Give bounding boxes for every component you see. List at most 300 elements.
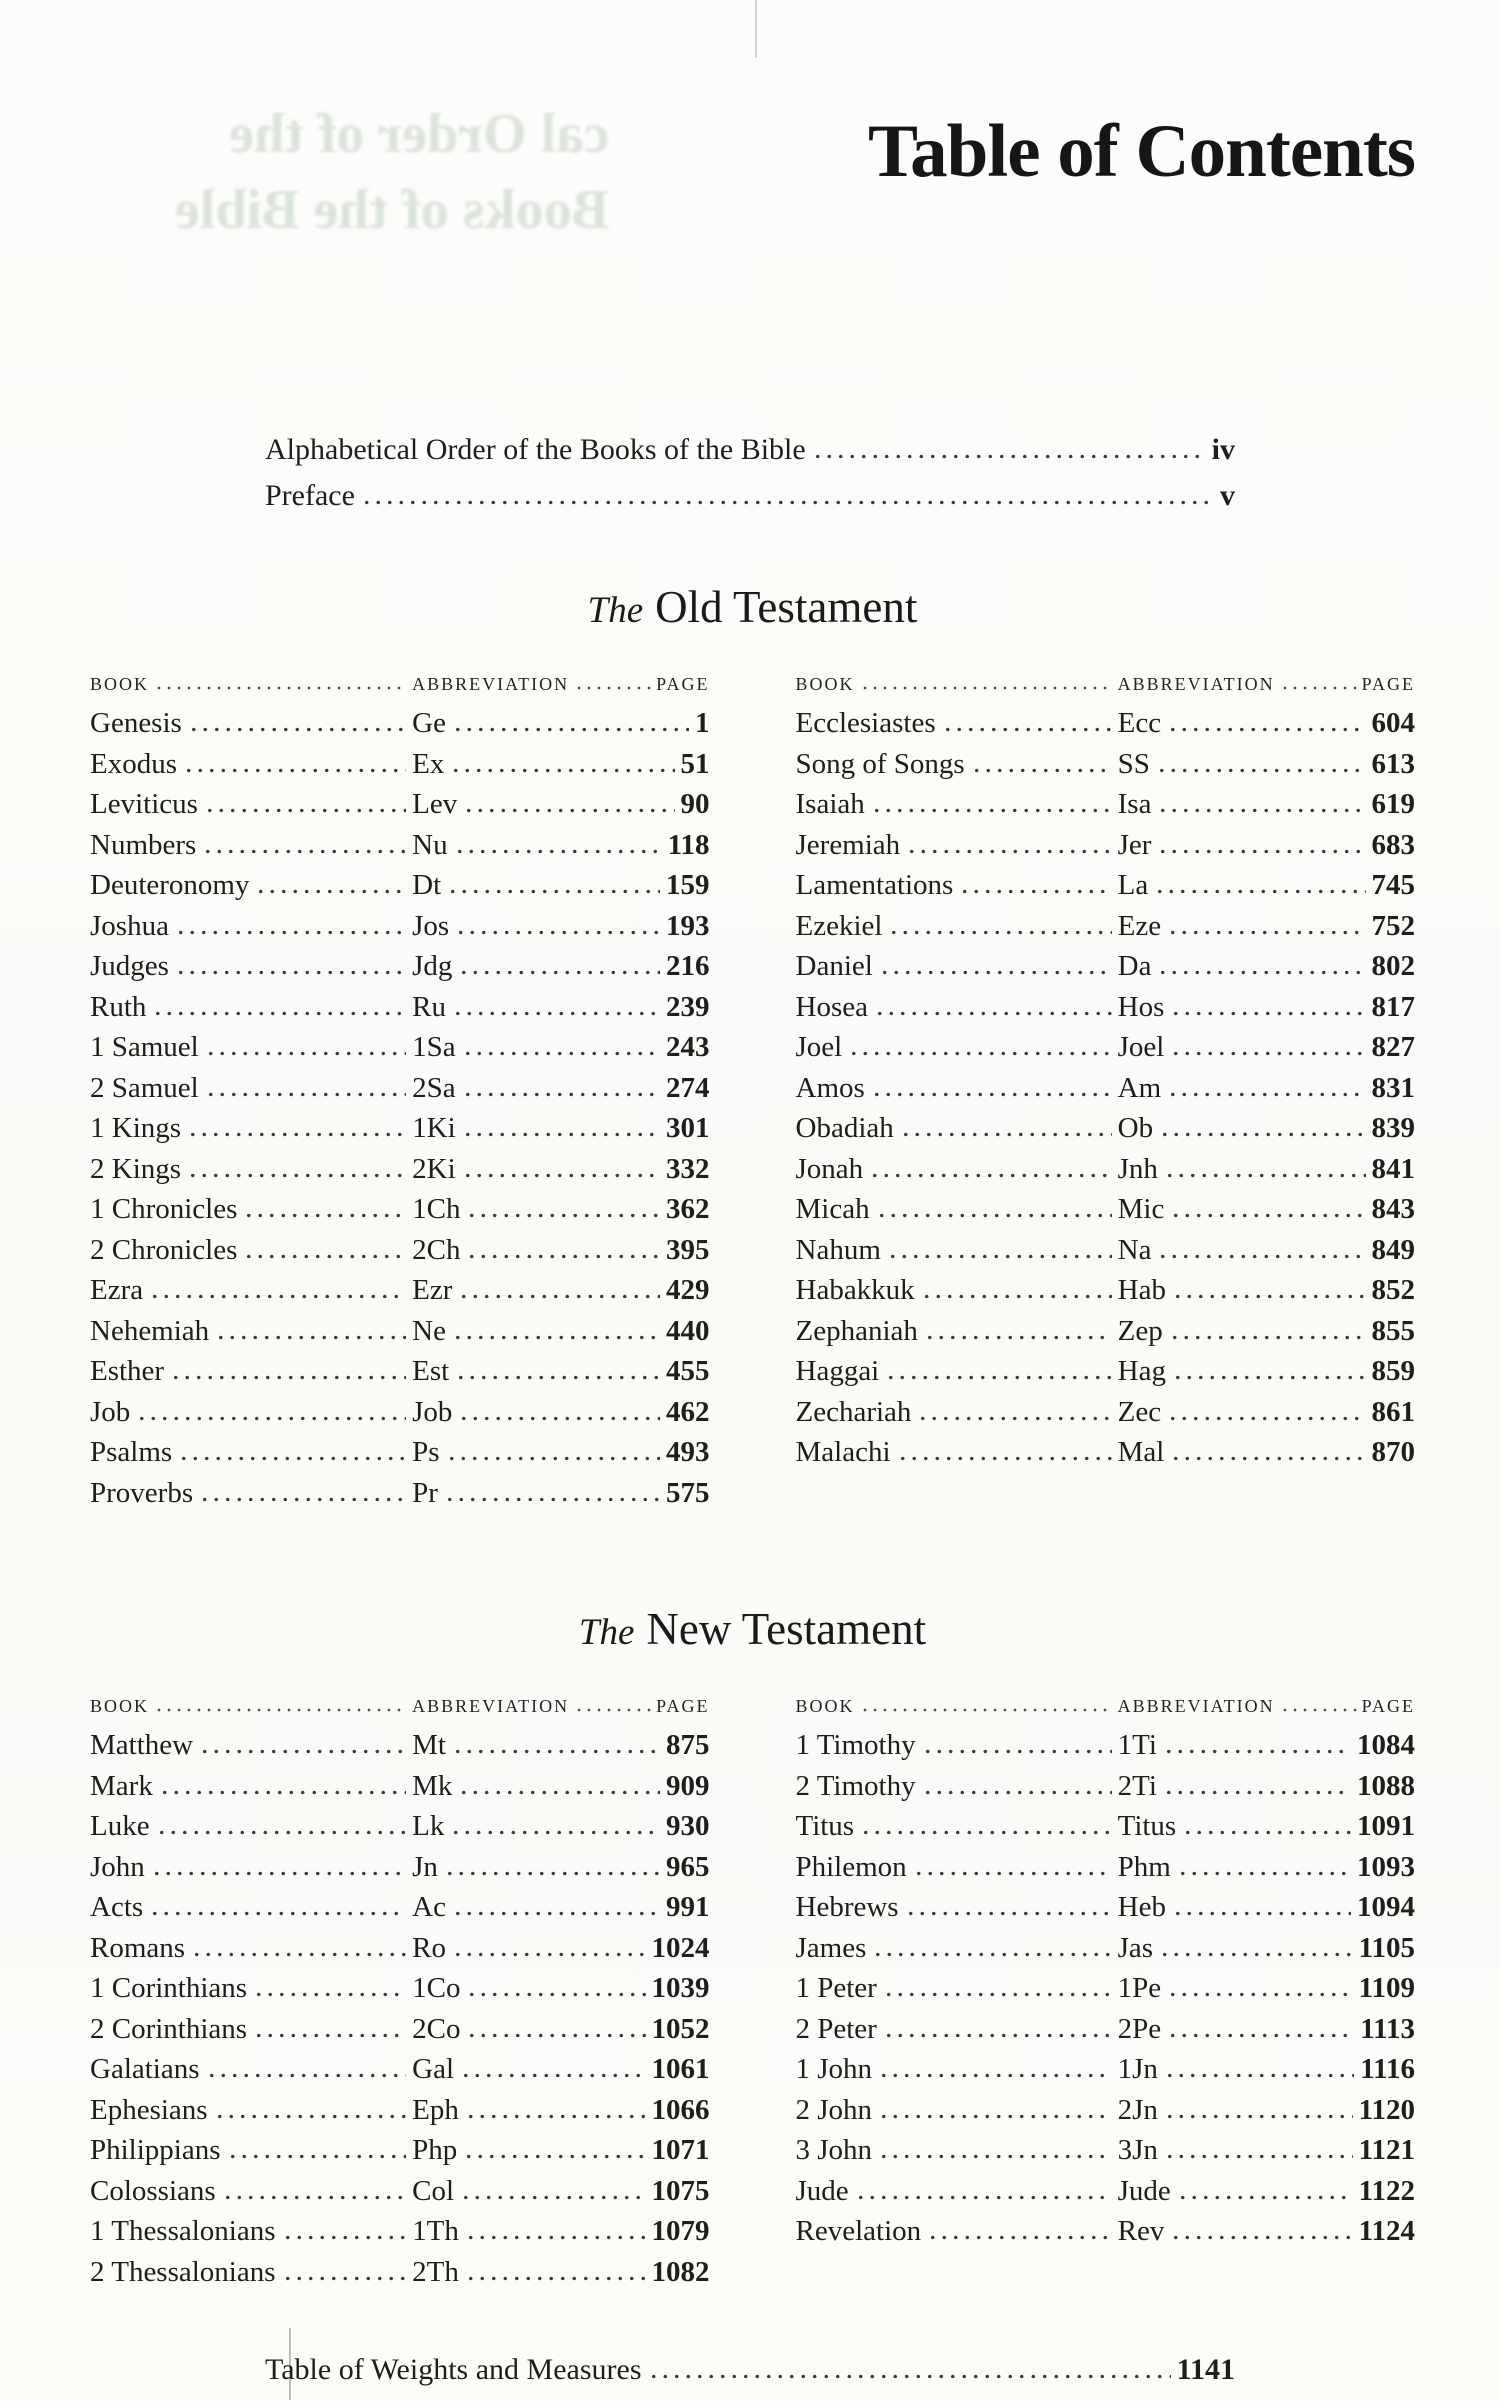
dot-leader [450,768,674,773]
dot-leader [860,1830,1112,1835]
toc-row [90,825,710,866]
book-abbreviation: La [1117,869,1149,901]
toc-row [90,1068,710,1109]
page-number: 90 [680,788,710,820]
book-abbreviation: 1Ch [412,1193,461,1225]
dot-leader [1154,889,1365,894]
dot-leader [878,2154,1112,2159]
dot-leader [1170,1011,1365,1016]
dot-leader [463,808,674,813]
book-name: 2 Samuel [90,1071,199,1104]
header-abbreviation: ABBREVIATION [1117,1696,1275,1716]
page-number: 831 [1371,1071,1415,1104]
dot-leader [574,686,651,690]
toc-row [796,1230,1416,1271]
dot-leader [462,1051,660,1056]
header-page: PAGE [656,1696,710,1716]
page-number: 909 [666,1769,710,1802]
book-abbreviation: 2Ki [412,1152,456,1185]
page-number: 965 [666,1850,710,1883]
book-abbreviation: Hab [1117,1274,1166,1306]
dot-leader [175,930,406,935]
page-number: 159 [666,869,710,901]
book-abbreviation: Am [1117,1071,1162,1104]
book-name: Hebrews [795,1891,899,1923]
book-abbreviation: Eph [412,2093,459,2126]
page-number: 817 [1371,990,1415,1023]
front-matter-label: Alphabetical Order of the Books of the Bible [265,433,806,466]
header-abbreviation: ABBREVIATION [412,674,570,694]
book-name: 1 Thessalonians [90,2215,276,2247]
dot-leader [452,1749,660,1754]
dot-leader [1164,1173,1366,1178]
toc-row [90,1847,710,1888]
book-name: 2 Corinthians [90,2012,248,2045]
dot-leader [187,1173,406,1178]
dot-leader [1170,1051,1365,1056]
book-name: Hosea [795,990,868,1023]
dot-leader [204,808,406,813]
book-abbreviation: 1Ki [412,1112,456,1144]
page-number: 216 [666,950,710,982]
dot-leader [921,1294,1112,1299]
book-name: Deuteronomy [90,869,250,901]
dot-leader [214,2114,407,2119]
dot-leader [1157,970,1365,975]
book-abbreviation: Isa [1117,788,1152,820]
page-number: 118 [667,828,710,861]
book-name: Joel [795,1031,843,1063]
dot-leader [648,2374,1171,2379]
book-abbreviation: Jnh [1117,1152,1158,1185]
page-number: 875 [666,1729,710,1761]
page-number: 575 [666,1476,710,1509]
toc-row [90,1392,710,1433]
front-matter-item [265,427,1235,473]
book-abbreviation: Ac [412,1891,446,1923]
page-number: 752 [1371,909,1415,942]
page-number: 1109 [1358,1972,1415,2004]
dot-leader [282,2276,407,2281]
book-abbreviation: Ecc [1117,707,1162,739]
dot-leader [922,1749,1112,1754]
book-name: Philemon [795,1850,907,1883]
page-number: 1105 [1358,1931,1415,1964]
toc-row-list [90,703,710,1513]
toc-column-right [796,1693,1416,2292]
page-number: 395 [666,1233,710,1266]
toc-row [90,1108,710,1149]
section-old-testament [90,579,1415,1513]
book-abbreviation: Jn [412,1850,438,1883]
section-heading-prefix: The [587,590,644,631]
dot-leader [905,1911,1112,1916]
dot-leader [1167,2033,1354,2038]
dot-leader [1163,1790,1351,1795]
section-heading [90,1601,1415,1665]
book-abbreviation: Gal [412,2053,454,2085]
toc-row [90,1887,710,1928]
book-abbreviation: Jos [412,909,450,942]
dot-leader [1164,2114,1353,2119]
dot-leader [1280,1708,1357,1712]
book-abbreviation: Mic [1117,1193,1165,1225]
section-heading-title: New Testament [646,1604,927,1654]
dot-leader [885,1375,1111,1380]
dot-leader [452,1911,660,1916]
book-abbreviation: 1Sa [412,1031,456,1063]
book-name: Jude [795,2174,849,2207]
section-heading [90,579,1415,643]
column-header [90,1693,710,1719]
dot-leader [156,1830,407,1835]
dot-leader [159,1790,406,1795]
dot-leader [927,2235,1111,2240]
book-abbreviation: 1Th [412,2215,459,2247]
dot-leader [1159,1952,1353,1957]
book-abbreviation: 2Sa [412,1071,456,1104]
dot-leader [924,1335,1112,1340]
dot-leader [1167,930,1365,935]
toc-row [796,1027,1416,1068]
book-name: Habakkuk [795,1274,915,1306]
book-abbreviation: 1Ti [1117,1729,1157,1761]
bleedthrough-line: Books of the Bible [175,179,610,241]
toc-column-right [796,671,1416,1513]
book-name: Proverbs [90,1476,194,1509]
book-name: Jonah [795,1152,864,1185]
book-abbreviation: 2Th [412,2255,459,2288]
book-abbreviation: Jude [1117,2174,1171,2207]
toc-row [796,906,1416,947]
dot-leader [942,727,1112,732]
dot-leader [454,849,662,854]
toc-row [90,987,710,1028]
page-title: Table of Contents [868,110,1415,193]
page-number: 440 [666,1314,710,1347]
dot-leader [187,1132,406,1137]
page-number: 1124 [1358,2215,1415,2247]
toc-row [796,784,1416,825]
book-name: Colossians [90,2174,216,2207]
book-abbreviation: Phm [1117,1850,1171,1883]
dot-leader [917,1416,1111,1421]
dot-leader [466,1992,645,1997]
dot-leader [1163,1749,1351,1754]
book-abbreviation: Jas [1117,1931,1154,1964]
dot-leader [183,768,406,773]
dot-leader [1170,2235,1352,2240]
toc-row [796,2090,1416,2131]
book-name: Obadiah [795,1112,894,1144]
dot-leader [465,2276,646,2281]
toc-row [796,1149,1416,1190]
toc-row [90,1928,710,1969]
book-abbreviation: 2Ch [412,1233,461,1266]
page-number: 193 [666,909,710,942]
page-number: 843 [1371,1193,1415,1225]
dot-leader [1164,2073,1354,2078]
book-abbreviation: Zep [1117,1314,1163,1347]
book-name: Lamentations [795,869,954,901]
toc-row [796,987,1416,1028]
toc-row [796,1887,1416,1928]
dot-leader [1172,1911,1351,1916]
dot-leader [452,1952,646,1957]
page-number: 1113 [1360,2012,1415,2045]
page-number: 849 [1371,1233,1415,1266]
dot-leader [1170,1456,1365,1461]
book-name: Matthew [90,1729,194,1761]
book-abbreviation: Dt [412,869,442,901]
book-abbreviation: Jer [1117,828,1152,861]
toc-row [796,1847,1416,1888]
dot-leader [452,1011,660,1016]
dot-leader [151,1871,406,1876]
dot-leader [1167,727,1365,732]
page-number: 1079 [651,2215,710,2247]
toc-row [90,1189,710,1230]
dot-leader [458,970,660,975]
dot-leader [1170,1213,1365,1218]
dot-leader [222,2195,406,2200]
dot-leader [871,808,1112,813]
page-number: 841 [1371,1152,1415,1185]
toc-row [796,2049,1416,2090]
dot-leader [191,1952,406,1957]
dot-leader [855,2195,1112,2200]
book-abbreviation: 2Pe [1117,2012,1162,2045]
book-abbreviation: Eze [1117,909,1162,942]
book-abbreviation: Titus [1117,1810,1177,1842]
toc-row [796,1968,1416,2009]
book-name: Ecclesiastes [795,707,936,739]
dot-leader [444,1871,660,1876]
book-abbreviation: Mt [412,1729,446,1761]
book-abbreviation: SS [1117,747,1150,780]
page-number: 1121 [1358,2134,1415,2166]
dot-leader [1164,2154,1353,2159]
book-abbreviation: 1Pe [1117,1972,1162,2004]
dot-leader [574,1708,651,1712]
dot-leader [458,1416,660,1421]
footer-label: Table of Weights and Measures [265,2353,642,2386]
toc-row [90,1968,710,2009]
toc-row [90,744,710,785]
front-matter-item [265,473,1235,519]
book-name: Philippians [90,2134,221,2166]
dot-leader [1172,1294,1366,1299]
dot-leader [450,1830,660,1835]
toc-row [90,2211,710,2252]
toc-row [796,1270,1416,1311]
book-abbreviation: Ob [1117,1112,1154,1144]
dot-leader [860,686,1113,690]
toc-row [796,1351,1416,1392]
book-name: Titus [795,1810,855,1842]
front-matter [265,427,1235,519]
book-name: 1 Samuel [90,1031,199,1063]
toc-row [796,703,1416,744]
page-number: 745 [1371,869,1415,901]
page-number: 493 [666,1436,710,1468]
dot-leader [869,1173,1111,1178]
page-number: 619 [1371,788,1415,820]
page-number: 1084 [1357,1729,1415,1761]
book-abbreviation: Nu [412,828,448,861]
book-name: 2 Kings [90,1152,182,1185]
dot-leader [455,1375,660,1380]
page-number: 1094 [1357,1891,1415,1923]
toc-row [90,1351,710,1392]
toc-row [796,2130,1416,2171]
toc-row [90,1725,710,1766]
page-number: 870 [1371,1436,1415,1468]
book-name: Exodus [90,747,177,780]
book-name: Jeremiah [795,828,901,861]
book-name: 1 John [795,2053,873,2085]
toc-row [90,1311,710,1352]
book-name: Luke [90,1810,150,1842]
page-number: 991 [666,1891,710,1923]
dot-leader [206,2073,407,2078]
toc-row [90,946,710,987]
header-book: BOOK [90,1696,150,1716]
page-number: 1093 [1357,1850,1415,1883]
dot-leader [879,970,1112,975]
book-name: Numbers [90,828,197,861]
dot-leader [871,1092,1112,1097]
book-abbreviation: 2Co [412,2012,461,2045]
toc-row [796,865,1416,906]
dot-leader [253,2033,406,2038]
dot-leader [465,2235,646,2240]
dot-leader [874,1011,1112,1016]
page-number: 455 [666,1355,710,1387]
page-number: 1075 [651,2174,710,2207]
book-abbreviation: Rev [1117,2215,1165,2247]
dot-leader [1157,808,1365,813]
dot-leader [282,2235,407,2240]
page-number: 683 [1371,828,1415,861]
dot-leader [444,1497,660,1502]
page-number: 1141 [1176,2353,1235,2386]
toc-row [90,1027,710,1068]
dot-leader [462,1173,660,1178]
dot-leader [458,1294,660,1299]
dot-leader [149,1911,406,1916]
toc-column-left [90,1693,710,2292]
book-name: Ezekiel [795,909,883,942]
dot-leader [812,454,1206,459]
page-number: 1082 [651,2255,710,2288]
book-abbreviation: Lev [412,788,458,820]
dot-leader [136,1416,406,1421]
page-number: 859 [1371,1355,1415,1387]
toc-row [90,2090,710,2131]
front-matter-label: Preface [265,479,355,512]
dot-leader [900,1132,1112,1137]
dot-leader [253,1992,406,1997]
book-name: Revelation [795,2215,922,2247]
page-number: 462 [666,1395,710,1428]
page-number: 1052 [651,2012,710,2045]
book-abbreviation: Php [412,2134,458,2166]
dot-leader [463,2154,645,2159]
book-abbreviation: Ru [412,990,446,1023]
book-abbreviation: 2Jn [1117,2093,1158,2126]
book-name: 1 Chronicles [90,1193,238,1225]
page-number: 613 [1371,747,1415,780]
book-name: Nahum [795,1233,881,1266]
dot-leader [202,849,406,854]
dot-leader [243,1254,406,1259]
dot-leader [455,930,660,935]
book-abbreviation: Pr [412,1476,438,1509]
page-number: v [1220,479,1235,512]
book-name: Malachi [795,1436,891,1468]
book-abbreviation: Job [412,1395,453,1428]
page-number: 1066 [651,2093,710,2126]
toc-row [90,2171,710,2212]
dot-leader [883,1992,1112,1997]
page-number: 1120 [1358,2093,1415,2126]
dot-leader [1156,768,1366,773]
toc-row [90,1270,710,1311]
dot-leader [243,1213,406,1218]
dot-leader [1177,2195,1353,2200]
toc-row [796,1189,1416,1230]
dot-leader [465,2114,646,2119]
dot-leader [1167,1992,1352,1997]
toc-row [796,1311,1416,1352]
book-name: Acts [90,1891,144,1923]
book-abbreviation: Hos [1117,990,1165,1023]
book-name: Ephesians [90,2093,208,2126]
book-name: 2 Timothy [795,1769,916,1802]
header-page: PAGE [656,674,710,694]
dot-leader [199,1749,406,1754]
dot-leader [971,768,1112,773]
section-heading-title: Old Testament [655,582,918,632]
column-header [90,671,710,697]
dot-leader [227,2154,407,2159]
page-number: 243 [666,1031,710,1063]
header-abbreviation: ABBREVIATION [1117,674,1275,694]
book-name: Mark [90,1769,153,1802]
toc-row [796,1432,1416,1473]
book-abbreviation: Na [1117,1233,1152,1266]
book-name: 1 Timothy [795,1729,916,1761]
toc-row [90,865,710,906]
dot-leader [460,2073,646,2078]
page-number: 802 [1371,950,1415,982]
scan-crease [755,0,757,58]
book-abbreviation: Est [412,1355,450,1387]
toc-row-list [796,1725,1416,2252]
page-number: 429 [666,1274,710,1306]
toc-row [796,1806,1416,1847]
book-abbreviation: Heb [1117,1891,1166,1923]
dot-leader [199,1497,406,1502]
header-page: PAGE [1361,1696,1415,1716]
book-name: Zephaniah [795,1314,918,1347]
dot-leader [149,1294,406,1299]
header-book: BOOK [795,674,855,694]
dot-leader [170,1375,406,1380]
toc-row [90,1432,710,1473]
page-number: 861 [1371,1395,1415,1428]
